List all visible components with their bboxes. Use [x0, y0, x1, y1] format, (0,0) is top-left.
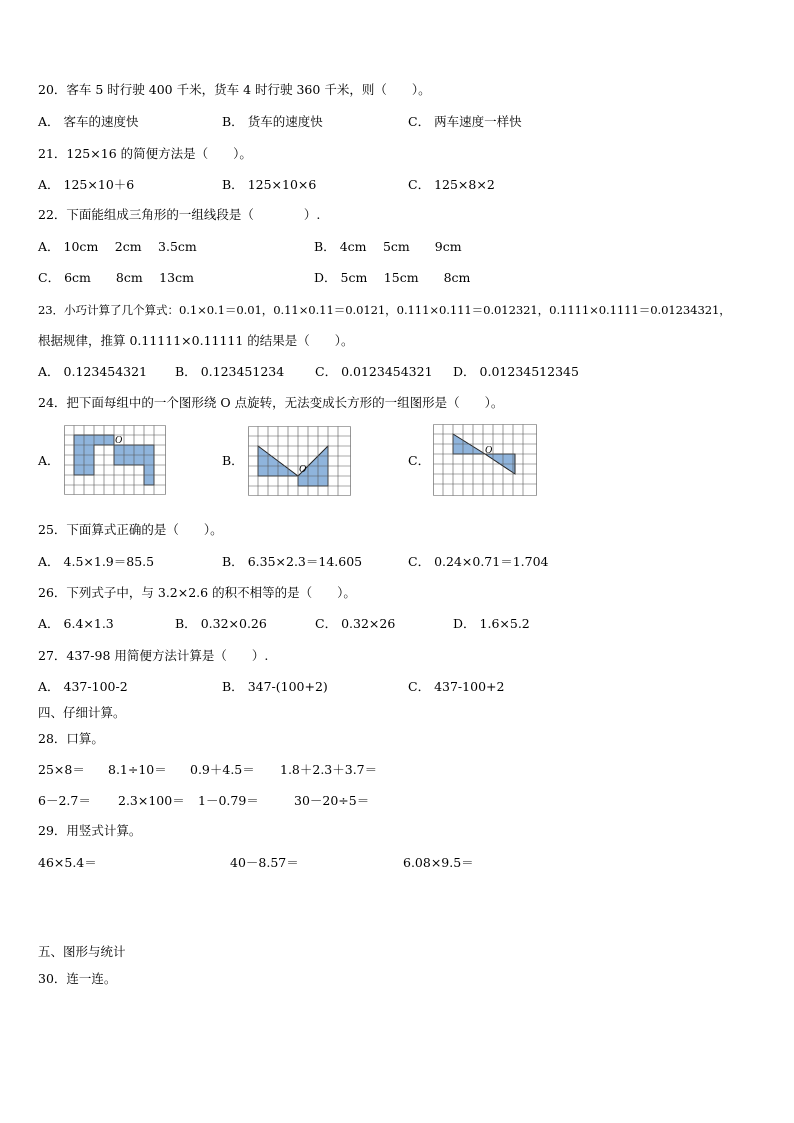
section-four-heading: 四、仔细计算。	[38, 705, 126, 720]
grid-figure-a	[64, 425, 166, 495]
q24-option-b[interactable]	[222, 453, 248, 469]
section-five-heading: 五、图形与统计	[38, 944, 126, 959]
q25-option-a[interactable]	[38, 554, 154, 570]
option-text: 1.6×5.2	[479, 616, 530, 631]
q28-expr-6[interactable]: 2.3×100＝	[118, 793, 185, 808]
option-label: A．	[38, 364, 60, 379]
option-label: A．	[38, 453, 60, 468]
q23-option-d[interactable]	[453, 364, 579, 380]
option-text: 两车速度一样快	[434, 114, 522, 129]
option-label: B．	[222, 679, 244, 694]
q20-option-b[interactable]	[222, 114, 323, 130]
option-label: D．	[453, 616, 476, 631]
q28-stem: 28．口算。	[38, 731, 104, 746]
option-label: A．	[38, 177, 60, 192]
option-label: B．	[222, 554, 244, 569]
q22-option-b[interactable]	[314, 239, 462, 255]
q28-expr-8[interactable]: 30－20÷5＝	[294, 793, 370, 808]
option-label: B．	[222, 453, 244, 468]
option-label: C．	[408, 114, 431, 129]
option-text: 0.01234512345	[479, 364, 579, 379]
option-label: A．	[38, 239, 60, 254]
option-label: D．	[453, 364, 476, 379]
q27-stem: 27．437-98 用简便方法计算是（ ）.	[38, 648, 269, 663]
q28-expr-1[interactable]: 25×8＝	[38, 762, 85, 777]
option-label: A．	[38, 616, 60, 631]
q25-option-c[interactable]	[408, 554, 549, 570]
option-text: 6.4×1.3	[63, 616, 114, 631]
grid-lines	[434, 425, 537, 496]
option-text: 货车的速度快	[247, 114, 323, 129]
option-text: 0.32×26	[341, 616, 396, 631]
q26-option-a[interactable]	[38, 616, 114, 632]
option-label: C．	[408, 679, 431, 694]
option-text: 125×8×2	[434, 177, 495, 192]
option-label: D．	[314, 270, 337, 285]
q23-stem: 23．小巧计算了几个算式：0.1×0.1＝0.01，0.11×0.11＝0.0121，0.111×0.111＝0.012321，0.1111×0.1111＝0.01234321，	[38, 303, 731, 317]
q25-option-b[interactable]	[222, 554, 362, 570]
option-text: 347-(100+2)	[247, 679, 328, 694]
q21-option-b[interactable]	[222, 177, 316, 193]
option-label: B．	[314, 239, 336, 254]
q21-stem: 21．125×16 的简便方法是（ ）。	[38, 146, 252, 161]
option-label: A．	[38, 114, 60, 129]
q23-stem-continued: 根据规律，推算 0.11111×0.11111 的结果是（ ）。	[38, 333, 354, 348]
q20-option-c[interactable]	[408, 114, 522, 130]
q27-option-c[interactable]	[408, 679, 504, 695]
q26-option-d[interactable]	[453, 616, 530, 632]
q23-option-b[interactable]	[175, 364, 284, 380]
q22-option-c[interactable]	[38, 270, 194, 286]
option-label: B．	[222, 177, 244, 192]
option-text: 437-100-2	[63, 679, 128, 694]
q24-option-a[interactable]	[38, 453, 64, 469]
q28-expr-3[interactable]: 0.9＋4.5＝	[190, 762, 255, 777]
option-label: C．	[408, 453, 431, 468]
q25-stem: 25．下面算式正确的是（ ）。	[38, 522, 223, 537]
q29-expr-2[interactable]: 40－8.57＝	[230, 855, 299, 870]
grid-figure-c	[433, 424, 537, 496]
q26-option-b[interactable]	[175, 616, 267, 632]
point-o-label: O	[485, 445, 493, 456]
option-label: B．	[175, 364, 197, 379]
q21-option-a[interactable]	[38, 177, 134, 193]
option-text: 437-100+2	[434, 679, 505, 694]
q28-expr-5[interactable]: 6－2.7＝	[38, 793, 91, 808]
option-label: C．	[408, 554, 431, 569]
q27-option-b[interactable]	[222, 679, 328, 695]
q22-option-a[interactable]	[38, 239, 197, 255]
option-text: 5cm 15cm 8cm	[340, 270, 471, 285]
option-text: 10cm 2cm 3.5cm	[63, 239, 197, 254]
option-text: 4cm 5cm 9cm	[339, 239, 462, 254]
q23-option-c[interactable]	[315, 364, 433, 380]
q26-stem: 26．下列式子中，与 3.2×2.6 的积不相等的是（ ）。	[38, 585, 356, 600]
q29-stem: 29．用竖式计算。	[38, 823, 142, 838]
option-label: B．	[175, 616, 197, 631]
q24-figure-b	[248, 426, 351, 496]
q20-option-a[interactable]	[38, 114, 139, 130]
point-o-label: O	[115, 435, 123, 446]
q26-option-c[interactable]	[315, 616, 395, 632]
option-label: C．	[315, 616, 338, 631]
q27-option-a[interactable]	[38, 679, 128, 695]
option-text: 0.32×0.26	[200, 616, 267, 631]
q24-stem: 24．把下面每组中的一个图形绕 O 点旋转，无法变成长方形的一组图形是（ ）。	[38, 395, 504, 410]
option-label: A．	[38, 679, 60, 694]
q28-expr-2[interactable]: 8.1÷10＝	[108, 762, 167, 777]
grid-figure-b	[248, 426, 351, 496]
option-text: 6cm 8cm 13cm	[64, 270, 194, 285]
option-text: 4.5×1.9＝85.5	[63, 554, 155, 569]
option-text: 6.35×2.3＝14.605	[247, 554, 363, 569]
q28-expr-7[interactable]: 1－0.79＝	[198, 793, 259, 808]
q23-option-a[interactable]	[38, 364, 147, 380]
q30-stem: 30．连一连。	[38, 971, 117, 986]
option-text: 0.0123454321	[341, 364, 433, 379]
q22-option-d[interactable]	[314, 270, 470, 286]
q28-expr-4[interactable]: 1.8＋2.3＋3.7＝	[280, 762, 378, 777]
q24-option-c[interactable]	[408, 453, 434, 469]
q22-stem: 22．下面能组成三角形的一组线段是（ ）.	[38, 207, 321, 222]
option-label: C．	[315, 364, 338, 379]
option-label: A．	[38, 554, 60, 569]
option-text: 0.123451234	[200, 364, 285, 379]
q29-expr-3[interactable]: 6.08×9.5＝	[403, 855, 474, 870]
option-text: 客车的速度快	[63, 114, 139, 129]
option-label: C．	[408, 177, 431, 192]
q24-figure-c	[433, 424, 537, 496]
option-label: C．	[38, 270, 61, 285]
option-label: B．	[222, 114, 244, 129]
option-text: 125×10×6	[247, 177, 317, 192]
q29-expr-1[interactable]: 46×5.4＝	[38, 855, 97, 870]
option-text: 0.24×0.71＝1.704	[434, 554, 549, 569]
q21-option-c[interactable]	[408, 177, 495, 193]
q24-figure-a	[64, 425, 166, 495]
option-text: 125×10＋6	[63, 177, 135, 192]
option-text: 0.123454321	[63, 364, 148, 379]
q20-stem: 20．客车 5 时行驶 400 千米，货车 4 时行驶 360 千米，则（ ）。	[38, 82, 431, 97]
point-o-label: O	[299, 464, 307, 475]
